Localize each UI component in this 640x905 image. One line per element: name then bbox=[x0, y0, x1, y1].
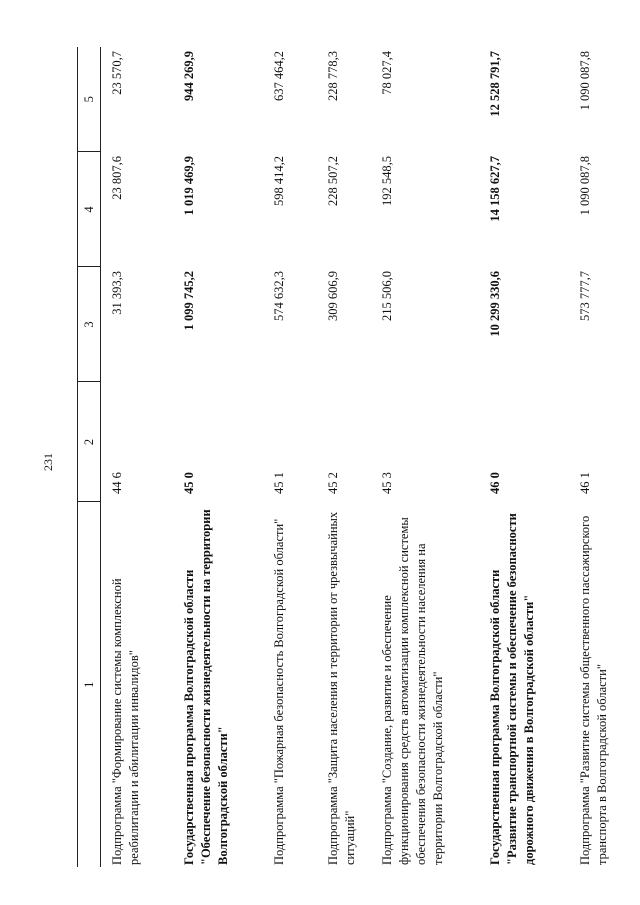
table-row bbox=[371, 47, 479, 867]
program-name: Подпрограмма "Формирование системы комплексной реабилитации и абилитации инвалидов" bbox=[110, 578, 141, 865]
table-row bbox=[569, 47, 623, 867]
amount-col3: 1 099 745,2 bbox=[182, 271, 196, 331]
amount-col5: 12 528 791,7 bbox=[488, 51, 502, 117]
program-code: 46 1 bbox=[578, 472, 592, 494]
amount-col3: 573 777,7 bbox=[578, 271, 592, 321]
amount-col3: 574 632,3 bbox=[272, 271, 286, 321]
amount-col3: 215 506,0 bbox=[380, 271, 394, 321]
program-code: 45 3 bbox=[380, 472, 394, 494]
column-header-4: 4 bbox=[78, 152, 101, 267]
amount-col5: 944 269,9 bbox=[182, 51, 196, 101]
amount-col5: 1 090 087,8 bbox=[578, 51, 592, 111]
table-row bbox=[173, 47, 263, 867]
budget-table bbox=[77, 47, 623, 867]
column-header-2: 2 bbox=[78, 382, 101, 502]
program-code: 46 0 bbox=[488, 472, 502, 494]
amount-col4: 23 807,6 bbox=[110, 156, 124, 200]
amount-col5: 23 570,7 bbox=[110, 51, 124, 95]
table-row bbox=[101, 47, 174, 867]
program-name: Государственная программа Волгоградской области "Обеспечение безопасности жизнедеятельности на территории Волгоградской области" bbox=[182, 509, 230, 865]
program-code: 45 2 bbox=[326, 472, 340, 494]
program-code: 45 1 bbox=[272, 472, 286, 494]
amount-col4: 1 019 469,9 bbox=[182, 156, 196, 216]
program-name: Подпрограмма "Создание, развитие и обеспечение функционирования средств автоматизации комплексной системы обеспечения безопасности жизнедеятельности населения на территории Волгоградской области" bbox=[380, 517, 445, 865]
table-header-row bbox=[78, 47, 101, 867]
program-name: Подпрограмма "Защита населения и территории от чрезвычайных ситуаций" bbox=[326, 511, 357, 865]
program-name: Подпрограмма "Пожарная безопасность Волгоградской области" bbox=[272, 518, 286, 865]
amount-col5: 637 464,2 bbox=[272, 51, 286, 101]
table-row bbox=[263, 47, 317, 867]
amount-col4: 192 548,5 bbox=[380, 156, 394, 206]
amount-col3: 31 393,3 bbox=[110, 271, 124, 315]
amount-col4: 1 090 087,8 bbox=[578, 156, 592, 216]
column-header-5: 5 bbox=[78, 47, 101, 152]
amount-col4: 598 414,2 bbox=[272, 156, 286, 206]
amount-col3: 10 299 330,6 bbox=[488, 271, 502, 337]
amount-col4: 14 158 627,7 bbox=[488, 156, 502, 222]
amount-col4: 228 507,2 bbox=[326, 156, 340, 206]
column-header-1: 1 bbox=[78, 502, 101, 867]
program-name: Государственная программа Волгоградской области "Развитие транспортной системы и обеспечение безопасности дорожного движения в Волгоградской области" bbox=[488, 513, 536, 865]
program-code: 44 6 bbox=[110, 472, 124, 494]
amount-col3: 309 606,9 bbox=[326, 271, 340, 321]
table-row bbox=[479, 47, 569, 867]
rotated-table-container bbox=[77, 47, 609, 867]
column-header-3: 3 bbox=[78, 267, 101, 382]
program-name: Подпрограмма "Развитие системы общественного пассажирского транспорта в Волгоградской области" bbox=[578, 515, 609, 865]
amount-col5: 228 778,3 bbox=[326, 51, 340, 101]
program-code: 45 0 bbox=[182, 472, 196, 494]
amount-col5: 78 027,4 bbox=[380, 51, 394, 95]
page-number: 231 bbox=[41, 453, 55, 471]
table-row bbox=[317, 47, 371, 867]
